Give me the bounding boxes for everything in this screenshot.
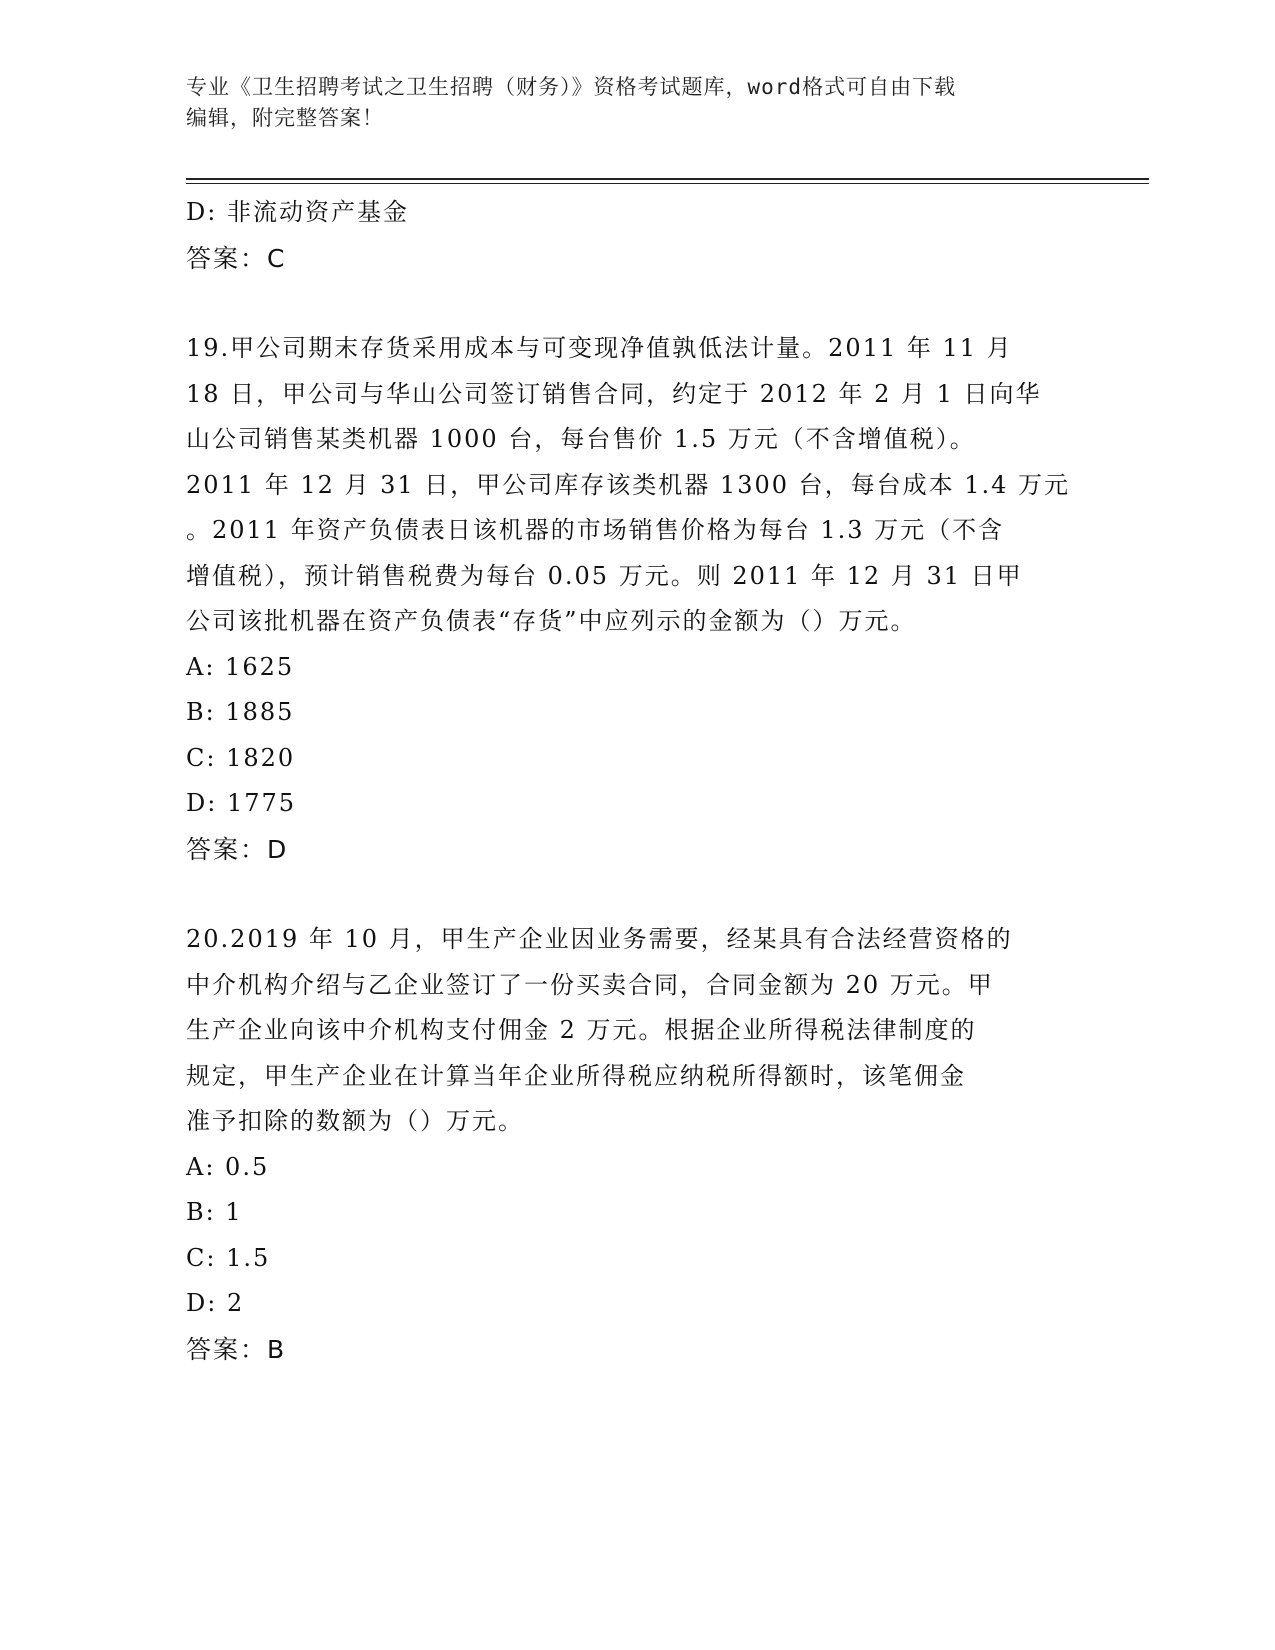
- question-text-line: 20.2019 年 10 月，甲生产企业因业务需要，经某具有合法经营资格的: [186, 925, 1013, 953]
- question-text-line: 生产企业向该中介机构支付佣金 2 万元。根据企业所得税法律制度的: [186, 1016, 977, 1044]
- option-d: D: 2: [186, 1289, 245, 1317]
- answer: 答案：B: [186, 1334, 287, 1364]
- answer: 答案：D: [186, 834, 289, 864]
- question-text-line: 增值税），预计销售税费为每台 0.05 万元。则 2011 年 12 月 31 日甲: [186, 561, 1023, 590]
- option-b: B: 1: [186, 1198, 243, 1226]
- question-text-line: 公司该批机器在资产负债表“存货”中应列示的金额为（）万元。: [186, 607, 917, 635]
- question-text-line: 山公司销售某类机器 1000 台，每台售价 1.5 万元（不含增值税）。: [186, 425, 976, 453]
- option-a: A: 1625: [186, 652, 295, 681]
- question-text-line: 19.甲公司期末存货采用成本与可变现净值孰低法计量。2011 年 11 月: [186, 334, 1013, 362]
- header-line-2: 编辑，附完整答案！: [186, 106, 384, 130]
- header-divider-thin: [186, 183, 1149, 184]
- question-19: [186, 326, 1086, 872]
- option-d: D: 1775: [186, 789, 297, 817]
- question-text-line: 2011 年 12 月 31 日，甲公司库存该类机器 1300 台，每台成本 1.4 万元: [186, 470, 1071, 499]
- spacer: [186, 281, 1086, 326]
- document-header: [186, 72, 1086, 134]
- question-text-line: 准予扣除的数额为（）万元。: [186, 1107, 524, 1135]
- document-body: [186, 190, 1086, 1372]
- question-text-line: 18 日，甲公司与华山公司签订销售合同，约定于 2012 年 2 月 1 日向华: [186, 379, 1042, 408]
- question-20: [186, 917, 1086, 1372]
- header-line-1: 专业《卫生招聘考试之卫生招聘（财务）》资格考试题库，word格式可自由下载: [186, 75, 957, 99]
- header-divider-thick: [186, 178, 1149, 180]
- question-text-line: 。2011 年资产负债表日该机器的市场销售价格为每台 1.3 万元（不含: [186, 516, 1005, 544]
- previous-question: [186, 190, 1086, 281]
- option-d: D: 非流动资产基金: [186, 198, 409, 226]
- option-b: B: 1885: [186, 698, 295, 726]
- option-c: C: 1820: [186, 743, 296, 772]
- spacer: [186, 872, 1086, 917]
- question-text-line: 中介机构介绍与乙企业签订了一份买卖合同，合同金额为 20 万元。甲: [186, 970, 994, 999]
- question-text-line: 规定，甲生产企业在计算当年企业所得税应纳税所得额时，该笔佣金: [186, 1061, 966, 1090]
- answer: 答案：C: [186, 243, 287, 273]
- option-c: C: 1.5: [186, 1243, 271, 1272]
- option-a: A: 0.5: [186, 1152, 270, 1181]
